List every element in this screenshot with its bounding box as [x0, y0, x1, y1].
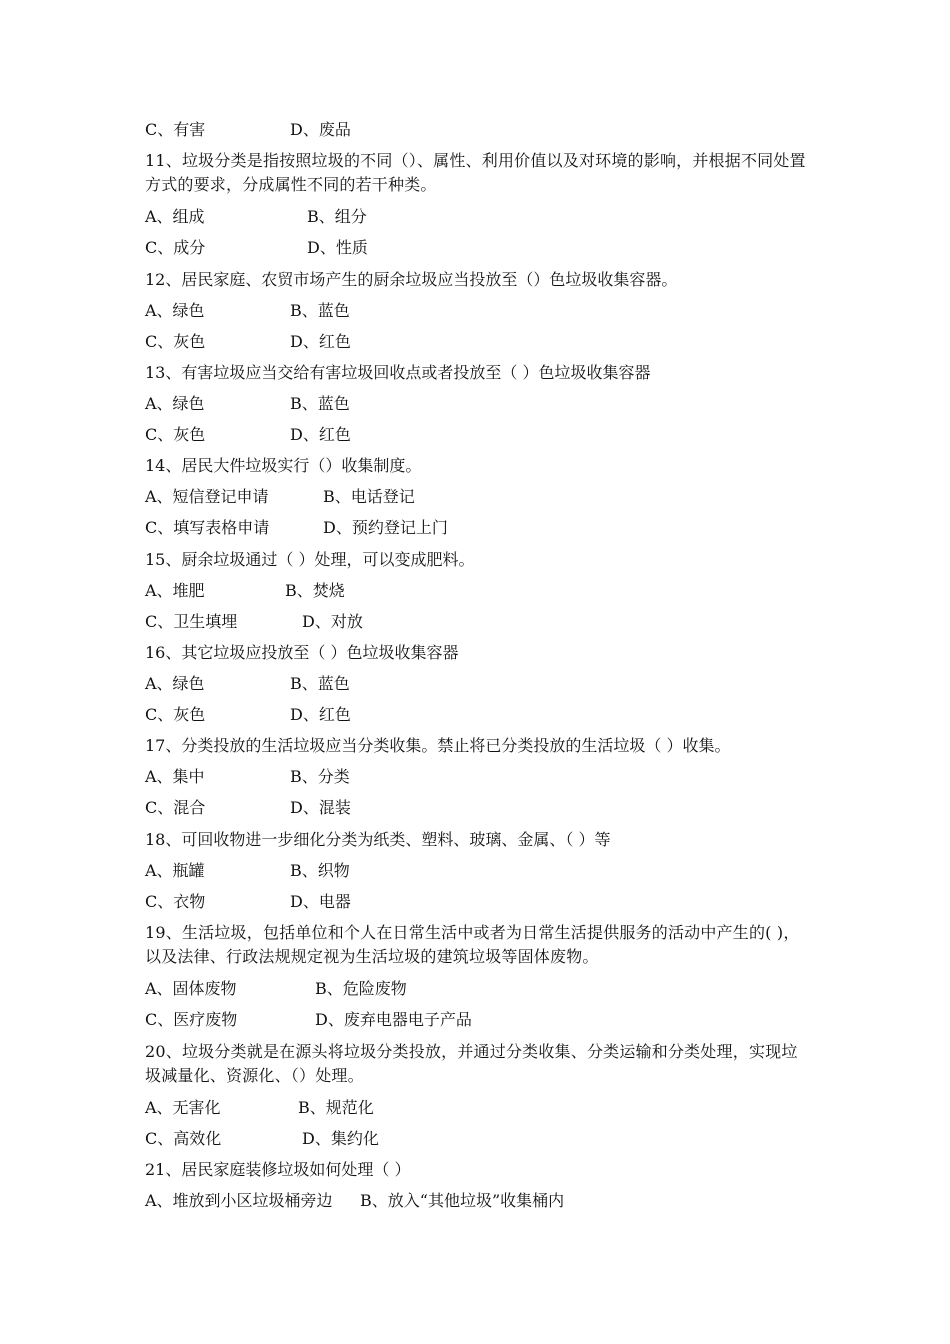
question-16: 16、其它垃圾应投放至（ ）色垃圾收集容器: [145, 643, 459, 662]
option-b: B、蓝色: [290, 674, 350, 693]
option-row: [145, 516, 448, 540]
option-row: [145, 392, 350, 416]
option-a: A、短信登记申请: [145, 487, 269, 506]
option-d: D、性质: [307, 238, 368, 257]
question-17: 17、分类投放的生活垃圾应当分类收集。禁止将已分类投放的生活垃圾（ ）收集。: [145, 736, 731, 755]
option-d: D、红色: [290, 332, 351, 351]
option-row: [145, 610, 363, 634]
question-21: 21、居民家庭装修垃圾如何处理（ ）: [145, 1160, 411, 1179]
option-c: C、医疗废物: [145, 1010, 238, 1029]
question-12: 12、居民家庭、农贸市场产生的厨余垃圾应当投放至（）色垃圾收集容器。: [145, 270, 678, 289]
option-b: B、蓝色: [290, 301, 350, 320]
option-d: D、对放: [302, 612, 363, 631]
option-a: A、绿色: [145, 301, 205, 320]
option-d: D、废品: [290, 120, 351, 139]
option-row: [145, 890, 351, 914]
option-c: C、填写表格申请: [145, 518, 270, 537]
option-row: [145, 672, 350, 696]
option-b: B、组分: [307, 207, 367, 226]
option-row: [145, 330, 351, 354]
option-a: A、绿色: [145, 674, 205, 693]
option-c: C、灰色: [145, 425, 206, 444]
question-14: 14、居民大件垃圾实行（）收集制度。: [145, 456, 422, 475]
option-b: B、放入“其他垃圾”收集桶内: [360, 1191, 565, 1210]
option-row: [145, 703, 351, 727]
option-c: C、混合: [145, 798, 206, 817]
option-a: A、集中: [145, 767, 205, 786]
option-b: B、蓝色: [290, 394, 350, 413]
option-row: [145, 236, 368, 260]
option-d: D、预约登记上门: [323, 518, 448, 537]
option-row: [145, 765, 350, 789]
option-a: A、绿色: [145, 394, 205, 413]
option-a: A、无害化: [145, 1098, 221, 1117]
option-a: A、瓶罐: [145, 861, 205, 880]
question-11: 11、垃圾分类是指按照垃圾的不同（）、属性、利用价值以及对环境的影响，并根据不同处置方式的要求，分成属性不同的若干种类。: [145, 151, 806, 194]
option-a: A、堆放到小区垃圾桶旁边: [145, 1191, 333, 1210]
option-c: C、有害: [145, 120, 206, 139]
question-13: 13、有害垃圾应当交给有害垃圾回收点或者投放至（ ）色垃圾收集容器: [145, 363, 651, 382]
option-a: A、组成: [145, 207, 205, 226]
option-row: [145, 299, 350, 323]
option-row: [145, 485, 415, 509]
option-c: C、成分: [145, 238, 206, 257]
option-b: B、危险废物: [315, 979, 407, 998]
option-row: [145, 118, 351, 142]
option-d: D、红色: [290, 425, 351, 444]
option-b: B、规范化: [298, 1098, 374, 1117]
option-d: D、红色: [290, 705, 351, 724]
option-b: B、电话登记: [323, 487, 415, 506]
option-row: [145, 423, 351, 447]
option-row: [145, 796, 351, 820]
option-row: [145, 1127, 379, 1151]
option-d: D、电器: [290, 892, 351, 911]
option-b: B、分类: [290, 767, 350, 786]
option-row: [145, 1189, 565, 1213]
option-row: [145, 579, 345, 603]
question-15: 15、厨余垃圾通过（ ）处理，可以变成肥料。: [145, 550, 475, 569]
option-b: B、织物: [290, 861, 350, 880]
option-c: C、高效化: [145, 1129, 222, 1148]
option-row: [145, 1096, 374, 1120]
option-a: A、堆肥: [145, 581, 205, 600]
option-d: D、集约化: [302, 1129, 379, 1148]
option-row: [145, 205, 367, 229]
option-c: C、卫生填埋: [145, 612, 238, 631]
question-18: 18、可回收物进一步细化分类为纸类、塑料、玻璃、金属、（ ）等: [145, 830, 611, 849]
option-c: C、灰色: [145, 705, 206, 724]
option-row: [145, 977, 407, 1001]
option-a: A、固体废物: [145, 979, 237, 998]
option-c: C、衣物: [145, 892, 206, 911]
option-b: B、焚烧: [285, 581, 345, 600]
question-19: 19、生活垃圾，包括单位和个人在日常生活中或者为日常生活提供服务的活动中产生的( )，以及法律、行政法规规定视为生活垃圾的建筑垃圾等固体废物。: [145, 923, 800, 966]
option-row: [145, 1008, 472, 1032]
option-d: D、混装: [290, 798, 351, 817]
option-c: C、灰色: [145, 332, 206, 351]
question-20: 20、垃圾分类就是在源头将垃圾分类投放，并通过分类收集、分类运输和分类处理，实现垃圾减量化、资源化、（）处理。: [145, 1042, 798, 1085]
option-row: [145, 859, 350, 883]
option-d: D、废弃电器电子产品: [315, 1010, 472, 1029]
